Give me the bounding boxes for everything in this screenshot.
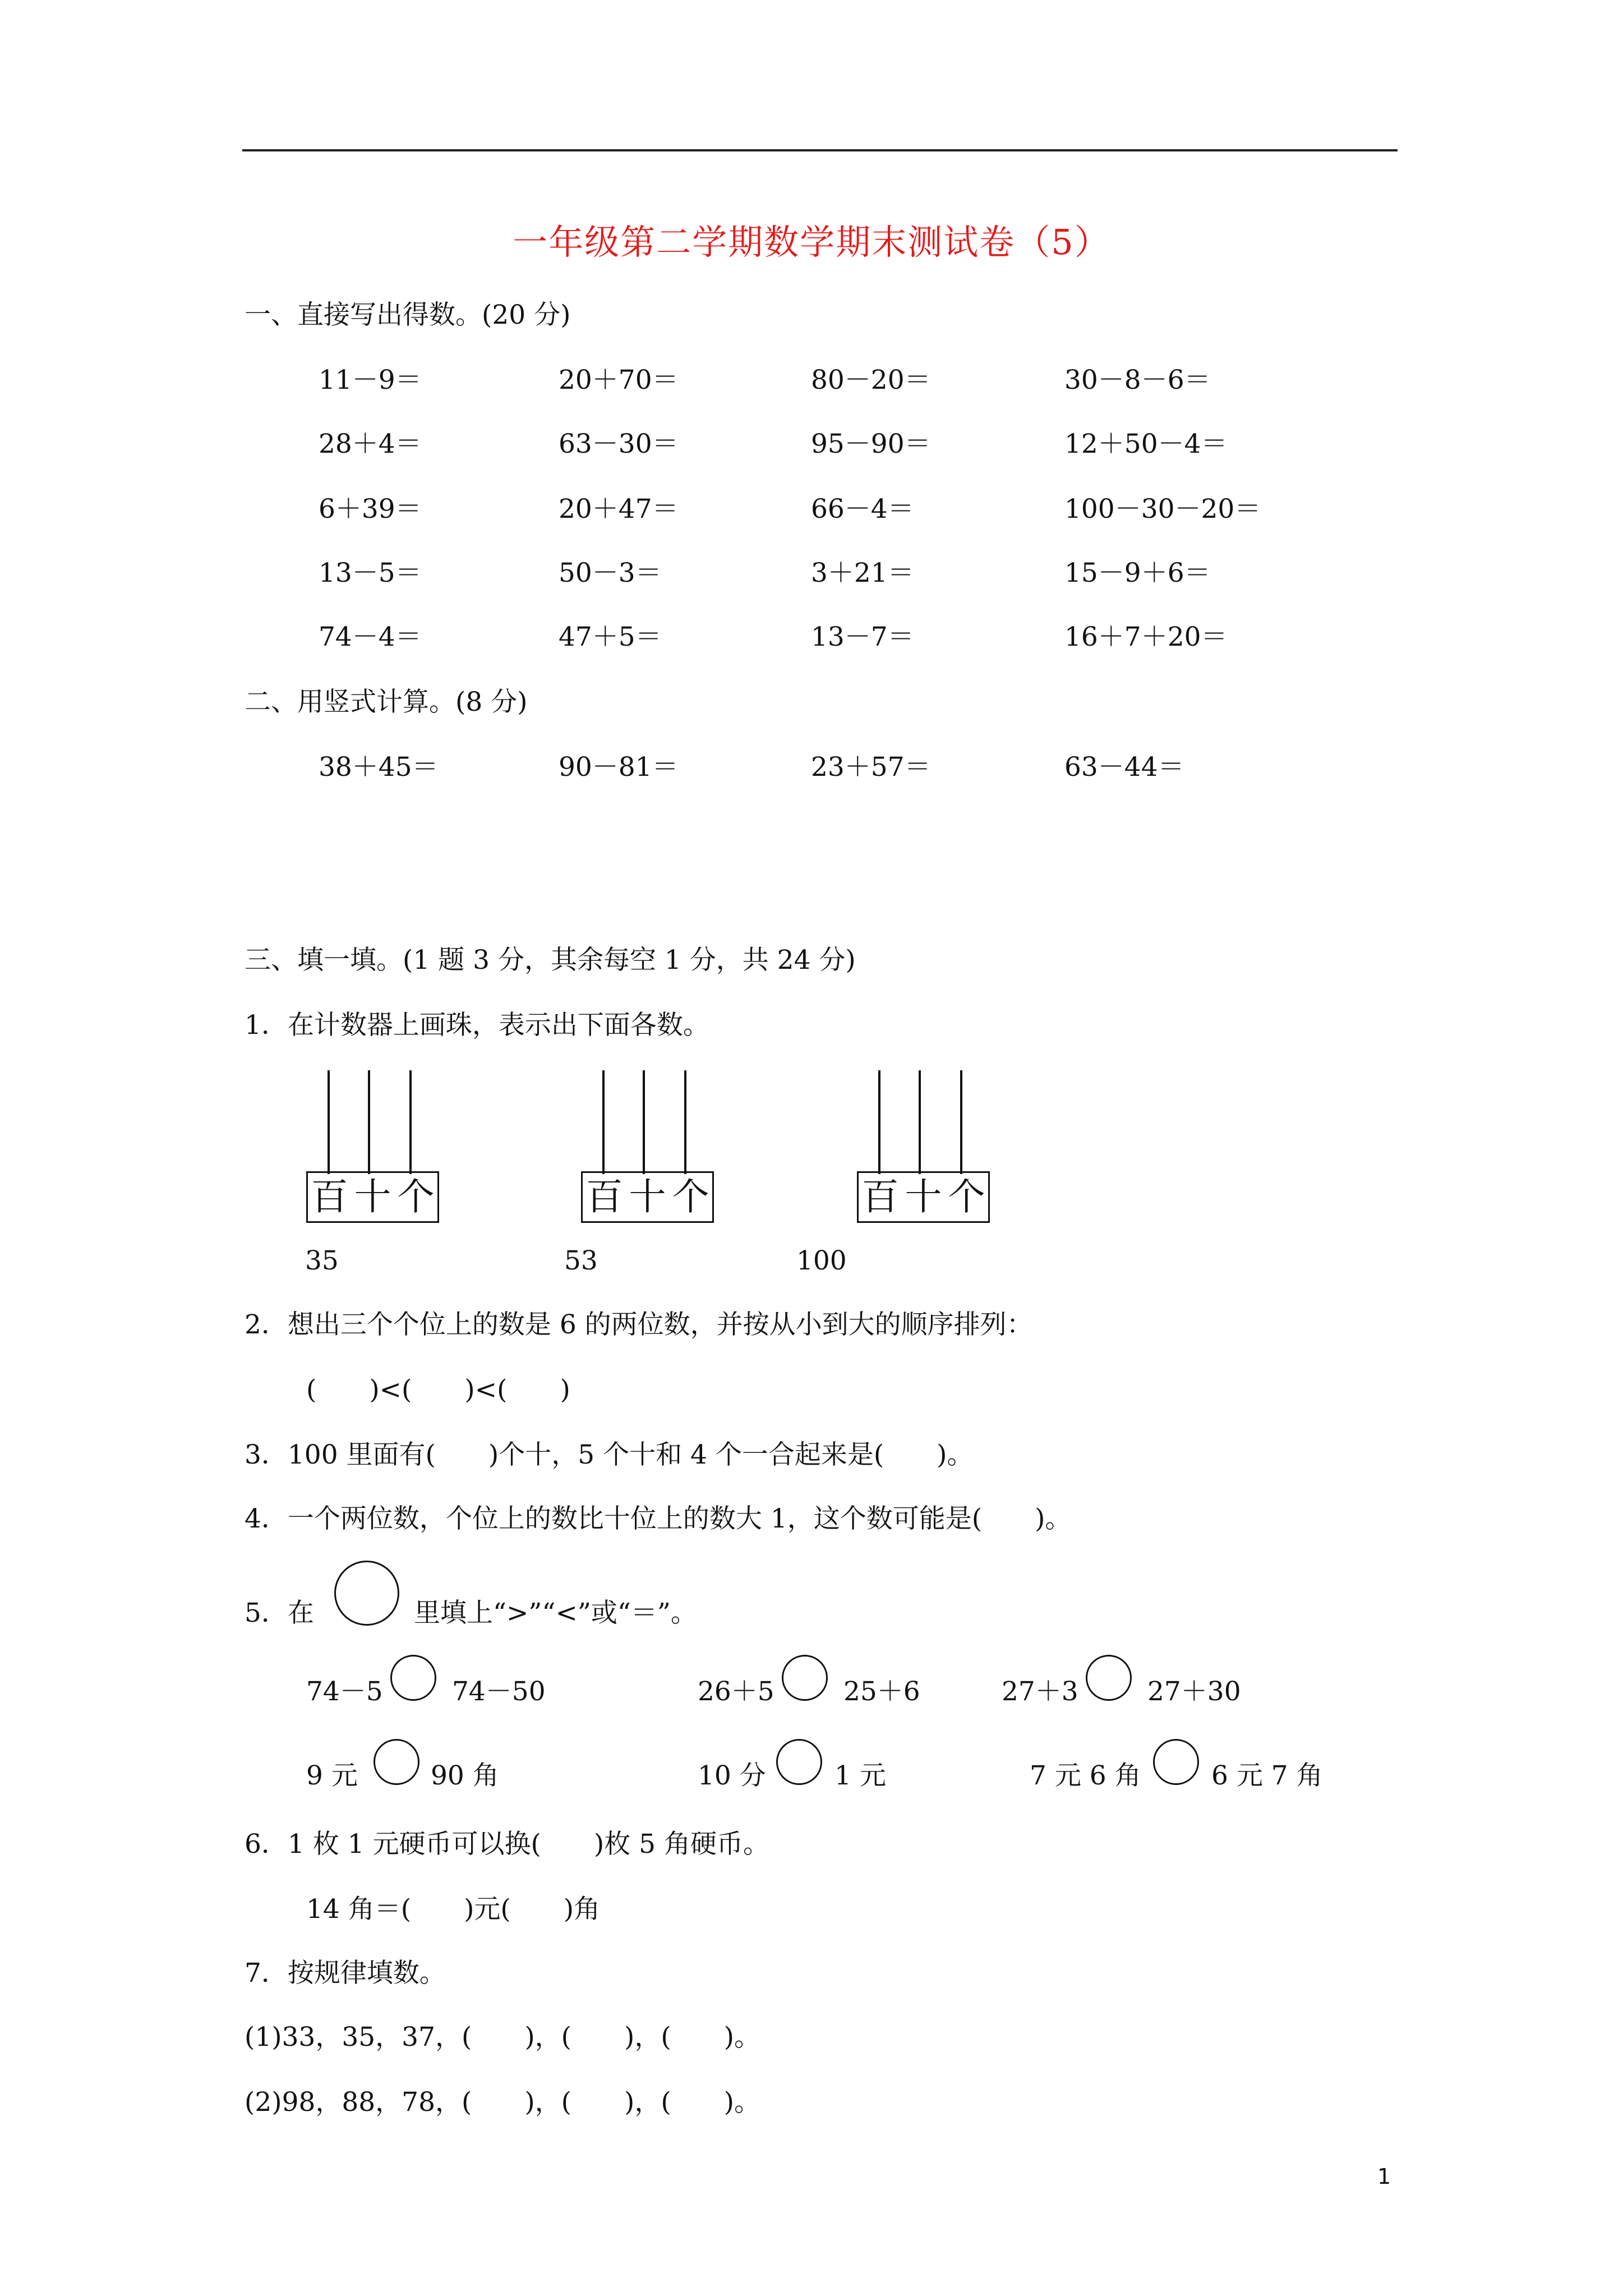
- compare-left: 7 元 6 角: [1030, 1760, 1141, 1791]
- q6-sub: 14 角＝( )元( )角: [306, 1894, 601, 1925]
- q2-text: 2．想出三个个位上的数是 6 的两位数，并按从小到大的顺序排列：: [245, 1309, 1033, 1340]
- s1-item: 66－4＝: [811, 494, 914, 524]
- abacus-rod: [328, 1070, 330, 1174]
- compare-left: 9 元: [306, 1760, 358, 1791]
- place-ones: 个: [672, 1175, 709, 1218]
- q5-suffix: 里填上“>”“<”或“＝”。: [414, 1598, 697, 1628]
- s1-item: 13－5＝: [319, 558, 422, 588]
- q1-text: 1．在计数器上画珠，表示出下面各数。: [245, 1010, 709, 1041]
- s2-item: 23＋57＝: [811, 752, 931, 783]
- s2-item: 63－44＝: [1064, 752, 1184, 783]
- abacus-number: 53: [564, 1245, 598, 1276]
- place-ones: 个: [397, 1175, 435, 1218]
- s1-item: 30－8－6＝: [1064, 365, 1211, 395]
- compare-right: 6 元 7 角: [1211, 1760, 1323, 1791]
- s1-item: 63－30＝: [559, 429, 679, 459]
- s1-item: 28＋4＝: [319, 429, 422, 459]
- compare-circle[interactable]: [390, 1655, 436, 1701]
- place-tens: 十: [905, 1175, 942, 1218]
- place-hundreds: 百: [311, 1175, 348, 1218]
- s1-item: 11－9＝: [319, 365, 422, 395]
- s1-item: 100－30－20＝: [1064, 494, 1261, 524]
- compare-right: 27＋30: [1147, 1676, 1241, 1707]
- s1-item: 80－20＝: [811, 365, 931, 395]
- abacus-rod: [409, 1070, 412, 1174]
- q3-text: 3．100 里面有( )个十，5 个十和 4 个一合起来是( )。: [245, 1439, 974, 1470]
- q7-item: (1)33，35，37，( )，( )，( )。: [245, 2022, 761, 2053]
- section2-heading: 二、用竖式计算。(8 分): [245, 687, 528, 717]
- s2-item: 38＋45＝: [319, 752, 439, 783]
- circle-icon: [334, 1561, 399, 1626]
- page-title: 一年级第二学期数学期末测试卷（5）: [513, 222, 1110, 263]
- s1-item: 3＋21＝: [811, 558, 914, 588]
- s1-item: 95－90＝: [811, 429, 931, 459]
- abacus-base: [857, 1171, 990, 1223]
- abacus-rod: [368, 1070, 370, 1174]
- q7-item: (2)98，88，78，( )，( )，( )。: [245, 2087, 761, 2118]
- q4-text: 4．一个两位数，个位上的数比十位上的数大 1，这个数可能是( )。: [245, 1503, 1072, 1534]
- place-tens: 十: [629, 1175, 666, 1218]
- abacus-rod: [684, 1070, 686, 1174]
- abacus-rod: [878, 1070, 880, 1174]
- s1-item: 16＋7＋20＝: [1064, 622, 1228, 652]
- compare-right: 1 元: [834, 1760, 886, 1791]
- compare-right: 90 角: [431, 1760, 499, 1791]
- compare-right: 25＋6: [843, 1676, 920, 1707]
- abacus-rod: [602, 1070, 605, 1174]
- s1-item: 13－7＝: [811, 622, 914, 652]
- abacus-3: [857, 1070, 989, 1222]
- section1-heading: 一、直接写出得数。(20 分): [245, 300, 571, 330]
- s1-item: 50－3＝: [559, 558, 662, 588]
- s1-item: 6＋39＝: [319, 494, 422, 524]
- place-ones: 个: [948, 1175, 985, 1218]
- compare-left: 27＋3: [1002, 1676, 1078, 1707]
- compare-left: 26＋5: [698, 1676, 774, 1707]
- page-number: 1: [1377, 2164, 1391, 2189]
- q7-text: 7．按规律填数。: [245, 1958, 446, 1989]
- compare-circle[interactable]: [1086, 1655, 1132, 1701]
- compare-circle[interactable]: [374, 1739, 419, 1785]
- abacus-number: 100: [796, 1245, 847, 1276]
- s1-item: 20＋47＝: [559, 494, 679, 524]
- s1-item: 20＋70＝: [559, 365, 679, 395]
- abacus-2: [581, 1070, 713, 1222]
- compare-right: 74－50: [452, 1676, 546, 1707]
- q5-prefix: 5．在: [245, 1598, 314, 1628]
- place-hundreds: 百: [861, 1175, 899, 1218]
- s1-item: 74－4＝: [319, 622, 422, 652]
- s1-item: 12＋50－4＝: [1064, 429, 1228, 459]
- place-tens: 十: [354, 1175, 391, 1218]
- abacus-rod: [643, 1070, 645, 1174]
- s1-item: 47＋5＝: [559, 622, 662, 652]
- s1-item: 15－9＋6＝: [1064, 558, 1211, 588]
- abacus-base: [306, 1171, 439, 1223]
- compare-left: 10 分: [698, 1760, 766, 1791]
- place-hundreds: 百: [585, 1175, 623, 1218]
- section3-heading: 三、填一填。(1 题 3 分，其余每空 1 分，共 24 分): [245, 945, 856, 976]
- abacus-rod: [919, 1070, 921, 1174]
- abacus-rod: [960, 1070, 962, 1174]
- compare-circle[interactable]: [1153, 1739, 1199, 1785]
- compare-left: 74－5: [306, 1676, 383, 1707]
- s2-item: 90－81＝: [559, 752, 679, 783]
- abacus-1: [306, 1070, 438, 1222]
- compare-circle[interactable]: [782, 1655, 828, 1701]
- header-rule: [242, 149, 1398, 151]
- abacus-base: [581, 1171, 714, 1223]
- compare-circle[interactable]: [776, 1739, 822, 1785]
- abacus-number: 35: [305, 1245, 339, 1276]
- q2-answer: ( )<( )<( ): [306, 1374, 570, 1405]
- q6-text: 6．1 枚 1 元硬币可以换( )枚 5 角硬币。: [245, 1829, 769, 1860]
